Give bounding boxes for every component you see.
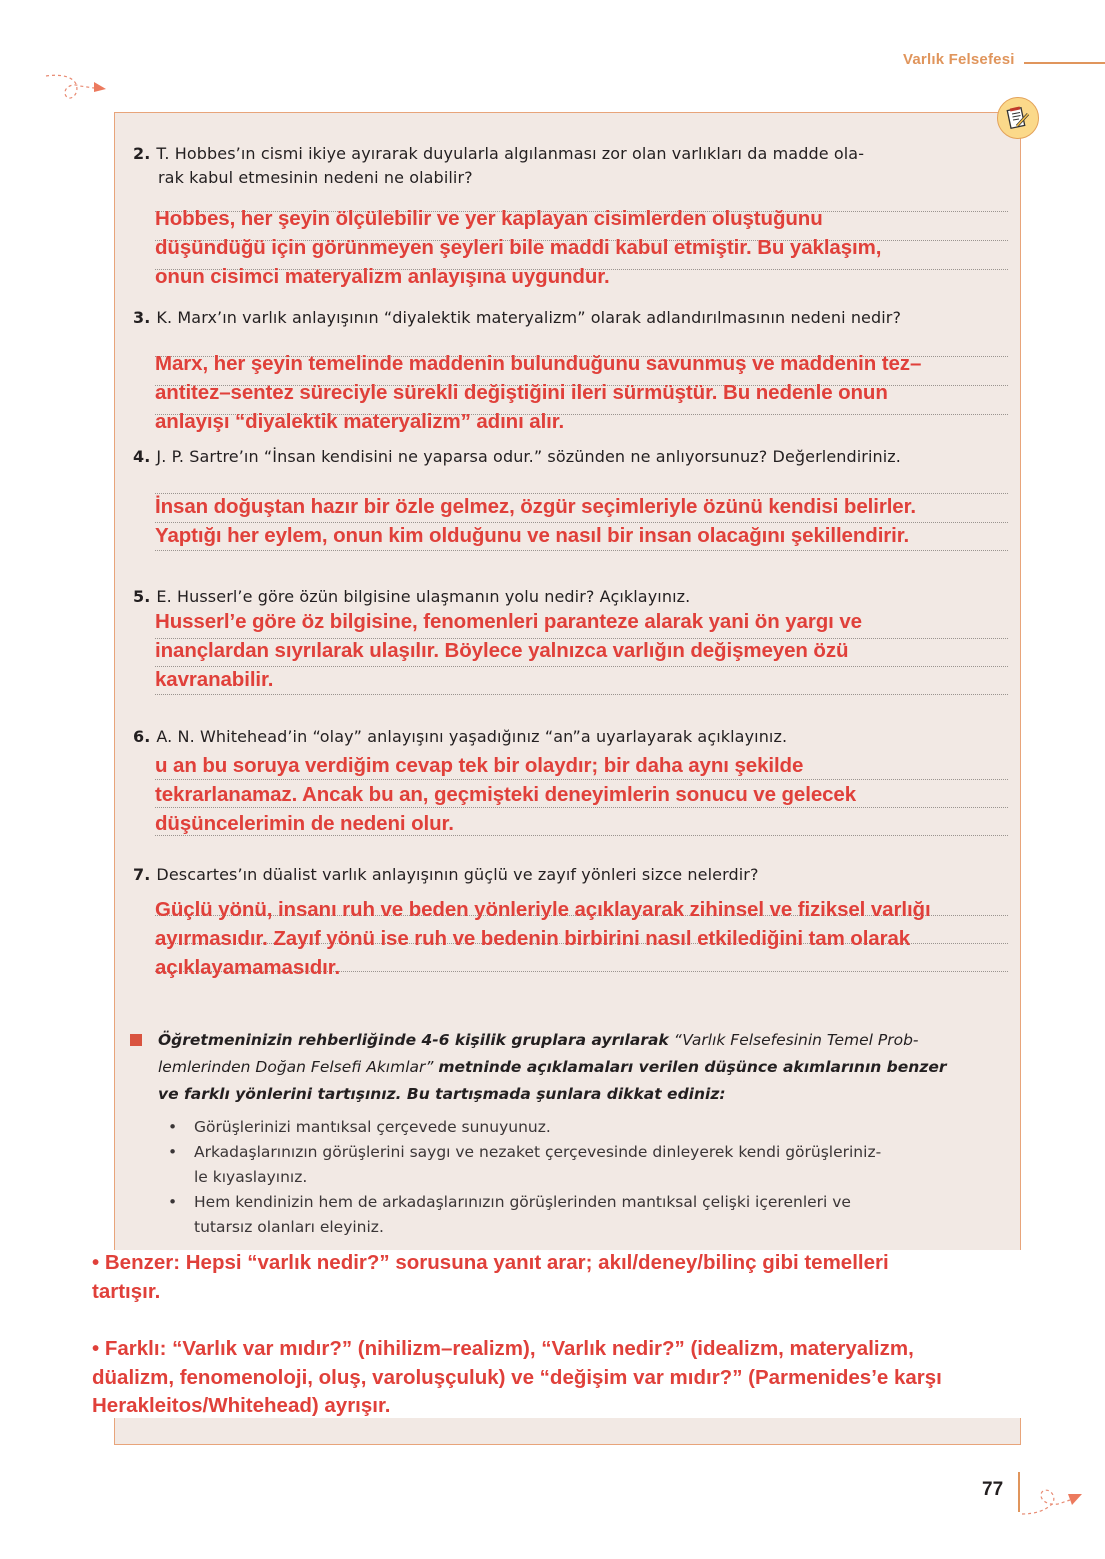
notepad-pencil-icon: [997, 97, 1039, 139]
answer-6: [155, 751, 856, 838]
question-text: anlayışını yaşadığınız: [367, 727, 540, 746]
answer-7: [155, 895, 931, 982]
question-text-continued: rak kabul etmesinin nedeni ne olabilir?: [158, 168, 473, 187]
page-number: 77: [982, 1479, 1004, 1500]
question-number: 2.: [133, 144, 151, 163]
task-title-quote: lemlerinden Doğan Felsefi Akımlar”: [158, 1058, 434, 1076]
answer-5: [155, 607, 862, 694]
task-text: metninde açıklamaları verilen düşünce akımlarının benzer: [438, 1058, 947, 1076]
question-3: [133, 306, 1013, 330]
answer-line: [155, 694, 1008, 695]
question-4: [133, 445, 1013, 469]
task-title-quote: “Varlık Felsefesinin Temel Prob-: [673, 1031, 919, 1049]
answer-line-text: ayırmasıdır. Zayıf yönü ise ruh ve bedenin birbirini nasıl etkilediğini tam olarak: [155, 927, 911, 950]
answer-similar-cont: tartışır.: [92, 1280, 161, 1303]
question-2: [133, 142, 1013, 190]
answer-line-text: anlayışı “diyalektik materyalizm” adını alır.: [155, 410, 565, 433]
answer-line-text: onun cisimci materyalizm anlayışına uygundur.: [155, 265, 610, 288]
task-bullet-text: le kıyaslayınız.: [194, 1168, 308, 1186]
question-5: [133, 585, 1013, 609]
question-number: 7.: [133, 865, 151, 884]
running-title: Varlık Felsefesi: [903, 51, 1015, 68]
answer-4: [155, 492, 916, 550]
answer-line-text: antitez–sentez süreciyle sürekli değiştiğini ileri sürmüştür. Bu nedenle onun: [155, 381, 888, 404]
question-text: T. Hobbes’ın cismi ikiye ayırarak duyularla algılanması zor olan varlıkları da madde ola-: [156, 144, 865, 163]
task-bullet-continued: [160, 1215, 1010, 1240]
question-quote: “an”: [544, 727, 581, 746]
answer-different-cont: düalizm, fenomenoloji, oluş, varoluşçuluk) ve “değişim var mıdır?” (Parmenides’e karşı: [92, 1366, 942, 1389]
question-text: E. Husserl’e göre özün bilgisine ulaşmanın yolu nedir? Açıklayınız.: [156, 587, 691, 606]
answer-line-text: Marx, her şeyin temelinde maddenin bulunduğunu savunmuş ve maddenin tez–: [155, 352, 922, 375]
question-7: [133, 863, 1013, 887]
question-text: olarak adlandırılmasının nedeni nedir?: [590, 308, 902, 327]
square-bullet-icon: [130, 1034, 142, 1046]
task-bullet: • Görüşlerinizi mantıksal çerçevede sunuyunuz.: [160, 1115, 1010, 1140]
question-quote: “olay”: [312, 727, 363, 746]
answer-line-text: kavranabilir.: [155, 668, 274, 691]
answer-line-text: tekrarlanamaz. Ancak bu an, geçmişteki deneyimlerin sonucu ve gelecek: [155, 783, 857, 806]
answer-different: • Farklı: “Varlık var mıdır?” (nihilizm–realizm), “Varlık nedir?” (idealizm, materyalizm,: [92, 1337, 914, 1360]
task-text: ve farklı yönlerini tartışınız. Bu tartışmada şunlara dikkat ediniz:: [158, 1085, 726, 1103]
question-number: 3.: [133, 308, 151, 327]
question-quote: “İnsan kendisini ne yaparsa odur.”: [263, 447, 543, 466]
answer-line-text: Husserl’e göre öz bilgisine, fenomenleri paranteze alarak yani ön yargı ve: [155, 610, 862, 633]
question-6: [133, 725, 1013, 749]
question-text: Descartes’ın düalist varlık anlayışının güçlü ve zayıf yönleri sizce nelerdir?: [156, 865, 759, 884]
answer-line-text: düşündüğü için görünmeyen şeyleri bile maddi kabul etmiştir. Bu yaklaşım,: [155, 236, 882, 259]
dashed-loop-arrow-icon: [40, 68, 110, 108]
question-text: a uyarlayarak açıklayınız.: [580, 727, 788, 746]
dashed-loop-arrow-icon: [1020, 1478, 1090, 1520]
question-text: A. N. Whitehead’in: [156, 727, 308, 746]
question-number: 4.: [133, 447, 151, 466]
answer-line-text: İnsan doğuştan hazır bir özle gelmez, özgür seçimleriyle özünü kendisi belirler.: [155, 495, 916, 518]
task-bullet-text: tutarsız olanları eleyiniz.: [194, 1218, 384, 1236]
answer-line-text: inançlardan sıyrılarak ulaşılır. Böylece yalnızca varlığın değişmeyen özü: [155, 639, 849, 662]
task-bullet-continued: [160, 1165, 1010, 1190]
answer-similar: • Benzer: Hepsi “varlık nedir?” sorusuna yanıt arar; akıl/deney/bilinç gibi temelleri: [92, 1251, 889, 1274]
task-instructions: [158, 1027, 1010, 1108]
question-number: 5.: [133, 587, 151, 606]
task-bullets: [160, 1115, 1010, 1240]
answer-2: [155, 204, 881, 291]
answer-line-text: Hobbes, her şeyin ölçülebilir ve yer kaplayan cisimlerden oluştuğunu: [155, 207, 823, 230]
running-title-rule: [1024, 62, 1105, 64]
task-bullet: • Hem kendinizin hem de arkadaşlarınızın görüşlerinden mantıksal çelişki içerenleri ve: [160, 1190, 1010, 1215]
question-text: K. Marx’ın varlık anlayışının: [156, 308, 379, 327]
answer-different-cont: Herakleitos/Whitehead) ayrışır.: [92, 1394, 391, 1417]
answer-3: [155, 349, 921, 436]
answer-line-text: düşüncelerimin de nedeni olur.: [155, 812, 454, 835]
question-quote: “diyalektik materyalizm”: [383, 308, 586, 327]
answer-line-text: Güçlü yönü, insanı ruh ve beden yönleriyle açıklayarak zihinsel ve fiziksel varlığı: [155, 898, 931, 921]
question-number: 6.: [133, 727, 151, 746]
task-text: Öğretmeninizin rehberliğinde 4-6 kişilik gruplara ayrılarak: [158, 1031, 669, 1049]
answer-line-text: Yaptığı her eylem, onun kim olduğunu ve nasıl bir insan olacağını şekillendirir.: [155, 524, 910, 547]
answer-line-text: u an bu soruya verdiğim cevap tek bir olaydır; bir daha aynı şekilde: [155, 754, 804, 777]
question-text: J. P. Sartre’ın: [156, 447, 259, 466]
answer-line: [155, 550, 1008, 551]
task-bullet: • Arkadaşlarınızın görüşlerini saygı ve nezaket çerçevesinde dinleyerek kendi görüşleriniz-: [160, 1140, 1010, 1165]
answer-line-text: açıklayamamasıdır.: [155, 956, 341, 979]
overlay-answer: [86, 1250, 1022, 1418]
question-text: sözünden ne anlıyorsunuz? Değerlendiriniz.: [547, 447, 901, 466]
